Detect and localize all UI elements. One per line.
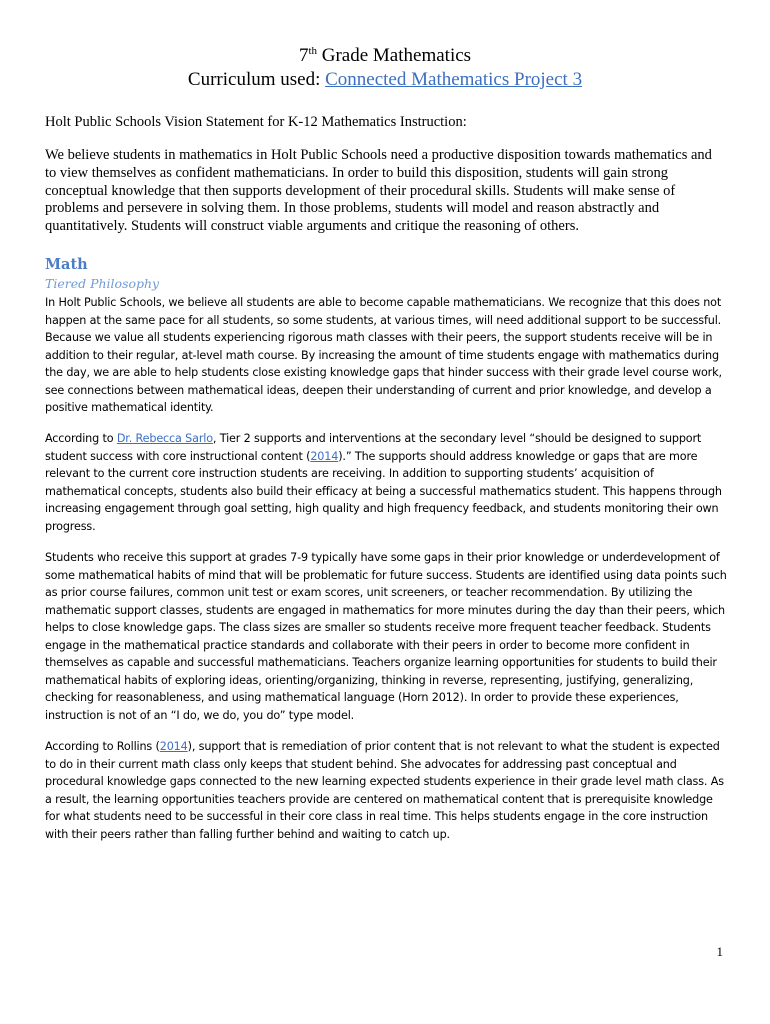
- section-heading: Math: [45, 256, 88, 273]
- paragraph-sarlo: [45, 430, 730, 535]
- sarlo-link[interactable]: Dr. Rebecca Sarlo: [116, 432, 213, 445]
- curriculum-link[interactable]: Connected Mathematics Project 3: [325, 69, 583, 90]
- page-number: 1: [716, 944, 723, 959]
- grade-suffix: th: [308, 45, 317, 57]
- curriculum-line: [0, 68, 770, 92]
- grade-title-rest: Grade Mathematics: [317, 45, 472, 66]
- paragraph-text: According to Rollins (: [45, 740, 160, 753]
- paragraph-text: , Tier 2 supports and interventions at the secondary level “should be designed to support student success with core instructional content (: [45, 432, 702, 463]
- vision-statement: We believe students in mathematics in Holt Public Schools need a productive disposition towards mathematics and to view themselves as confident mathematicians. In order to build this disposition, students will gain strong conceptual knowledge that then supports development of their procedural skills. Students will make sense of problems and persevere in solving them. In those problems, students will model and reason abstractly and quantitatively. Students will construct viable arguments and critique the reasoning of others.: [45, 147, 712, 235]
- document-title: [0, 44, 770, 92]
- section-subheading: Tiered Philosophy: [45, 276, 160, 291]
- curriculum-prefix: Curriculum used:: [187, 69, 326, 90]
- sarlo-year-link[interactable]: 2014: [310, 449, 339, 463]
- paragraph-rollins: [45, 738, 730, 843]
- grade-number: 7: [298, 45, 309, 66]
- paragraph-tiered-intro: In Holt Public Schools, we believe all students are able to become capable mathematicians. We recognize that this does not happen at the same pace for all students, so some students, at various times, will need additional support to be successful. Because we value all students experiencing rigorous math classes with their peers, the support students receive will be in addition to their regular, at-level math course. By increasing the amount of time students engage with mathematics during the day, we are able to help students close existing knowledge gaps that hinder success with their grade level course work, see connections between mathematical ideas, deepen their understanding of current and prior knowledge, and develop a positive mathematical identity.: [45, 296, 722, 414]
- paragraph-text: ), support that is remediation of prior content that is not relevant to what the student is expected to do in their current math class only keeps that student behind. She advocates for addressing past conceptual and procedural knowledge gaps connected to the new learning expected students experience in their grade level math class. As a result, the learning opportunities teachers provide are centered on mathematical content that is prerequisite knowledge for what students need to be successful in their core class in real time. This helps students engage in the core instruction with their peers rather than falling further behind and waiting to catch up.: [45, 740, 724, 841]
- rollins-year-link[interactable]: 2014: [159, 740, 188, 753]
- paragraph-text: ).” The supports should address knowledge or gaps that are more relevant to the current core instruction students are receiving. In addition to supporting students’ acquisition of mathematical concepts, students also build their efficacy at being a successful mathematics student. This happens through increasing engagement through goal setting, high quality and high frequency feedback, and students monitoring their own progress.: [45, 449, 722, 533]
- vision-heading: Holt Public Schools Vision Statement for K-12 Mathematics Instruction:: [45, 114, 467, 130]
- course-title: [0, 44, 770, 68]
- paragraph-support-students: Students who receive this support at grades 7-9 typically have some gaps in their prior knowledge or underdevelopment of some mathematical habits of mind that will be problematic for future success. Students are identified using data points such as prior course failures, common unit test or exam scores, unit screeners, or teacher recommendation. By utilizing the mathematic support classes, students are engaged in mathematics for more minutes during the day than their peers, which helps to close knowledge gaps. The class sizes are smaller so students receive more frequent teacher feedback. Students engage in the mathematical practice standards and collaborate with their peers in order to become more confident in themselves as capable and successful mathematicians. Teachers organize learning opportunities for students to build their mathematical habits of exploring ideas, orienting/organizing, thinking in reverse, representing, justifying, generalizing, checking for reasonableness, and using mathematical language (Horn 2012). In order to provide these experiences, instruction is not of an “I do, we do, you do” type model.: [45, 551, 727, 722]
- paragraph-text: According to: [45, 432, 117, 445]
